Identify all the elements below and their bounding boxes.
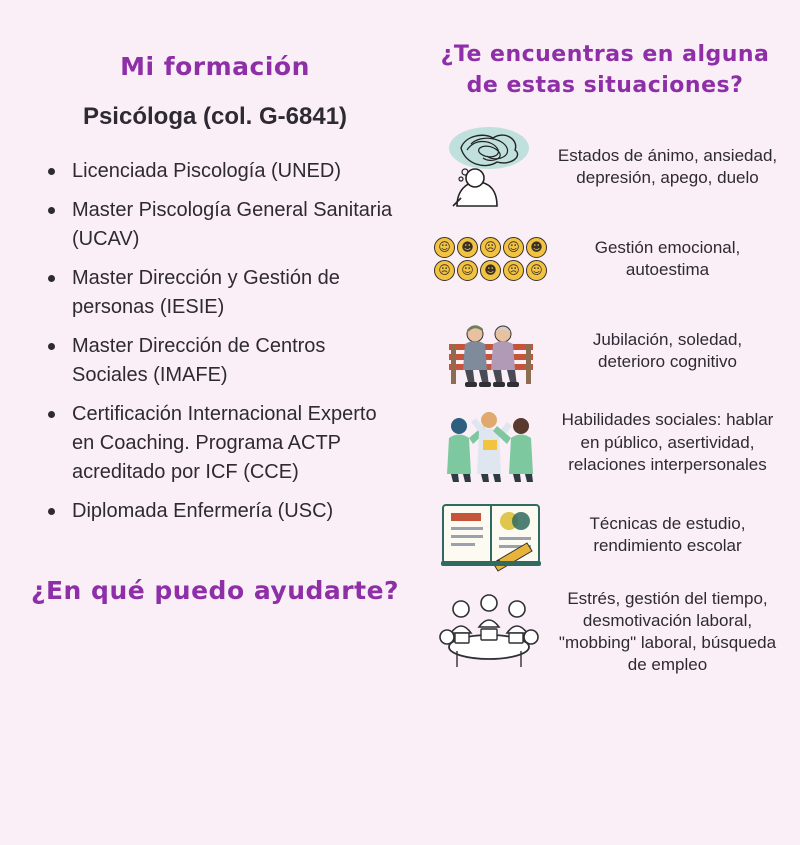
list-item: [428, 220, 782, 298]
situation-text: Estados de ánimo, ansiedad, depresión, apego, duelo: [557, 145, 778, 187]
list-item: [428, 312, 782, 390]
section-title-situaciones: ¿Te encuentras en alguna de estas situaciones?: [440, 42, 770, 98]
people-high-five-icon: [428, 404, 553, 482]
situation-text: Estrés, gestión del tiempo, desmotivación laboral, "mobbing" laboral, búsqueda de empleo: [558, 588, 777, 674]
credentials-list: [30, 157, 400, 526]
right-column: [420, 0, 800, 845]
list-item: Diplomada Enfermería (USC): [44, 497, 400, 526]
person-with-tangled-thoughts-icon: [428, 128, 553, 206]
list-item: [428, 496, 782, 574]
list-item: [428, 588, 782, 676]
list-item: Master Piscología General Sanitaria (UCAV): [44, 196, 400, 254]
open-book-with-pencil-icon: [428, 496, 553, 574]
list-item: Master Dirección de Centros Sociales (IMAFE): [44, 332, 400, 390]
situation-text: Jubilación, soledad, deterioro cognitivo: [592, 329, 743, 371]
section-title-ayudarte: ¿En qué puedo ayudarte?: [30, 576, 400, 605]
emoji-faces-grid-icon: ☺ ☻ ☹ ☺ ☻ ☹ ☺ ☻ ☹ ☺: [428, 220, 553, 298]
situation-text: Técnicas de estudio, rendimiento escolar: [589, 513, 746, 555]
list-item: Licenciada Piscología (UNED): [44, 157, 400, 186]
subtitle-psicologa: Psicóloga (col. G-6841): [82, 103, 348, 130]
list-item: Master Dirección y Gestión de personas (IESIE): [44, 264, 400, 322]
office-meeting-table-icon: [428, 593, 553, 671]
page-title-formacion: Mi formación: [120, 52, 310, 81]
situation-text: Gestión emocional, autoestima: [594, 237, 741, 279]
situation-text: Habilidades sociales: hablar en público, asertividad, relaciones interpersonales: [561, 410, 774, 474]
elderly-couple-on-bench-icon: [428, 312, 553, 390]
list-item: [428, 404, 782, 482]
list-item: Certificación Internacional Experto en Coaching. Programa ACTP acreditado por ICF (CCE): [44, 400, 400, 487]
list-item: [428, 128, 782, 206]
